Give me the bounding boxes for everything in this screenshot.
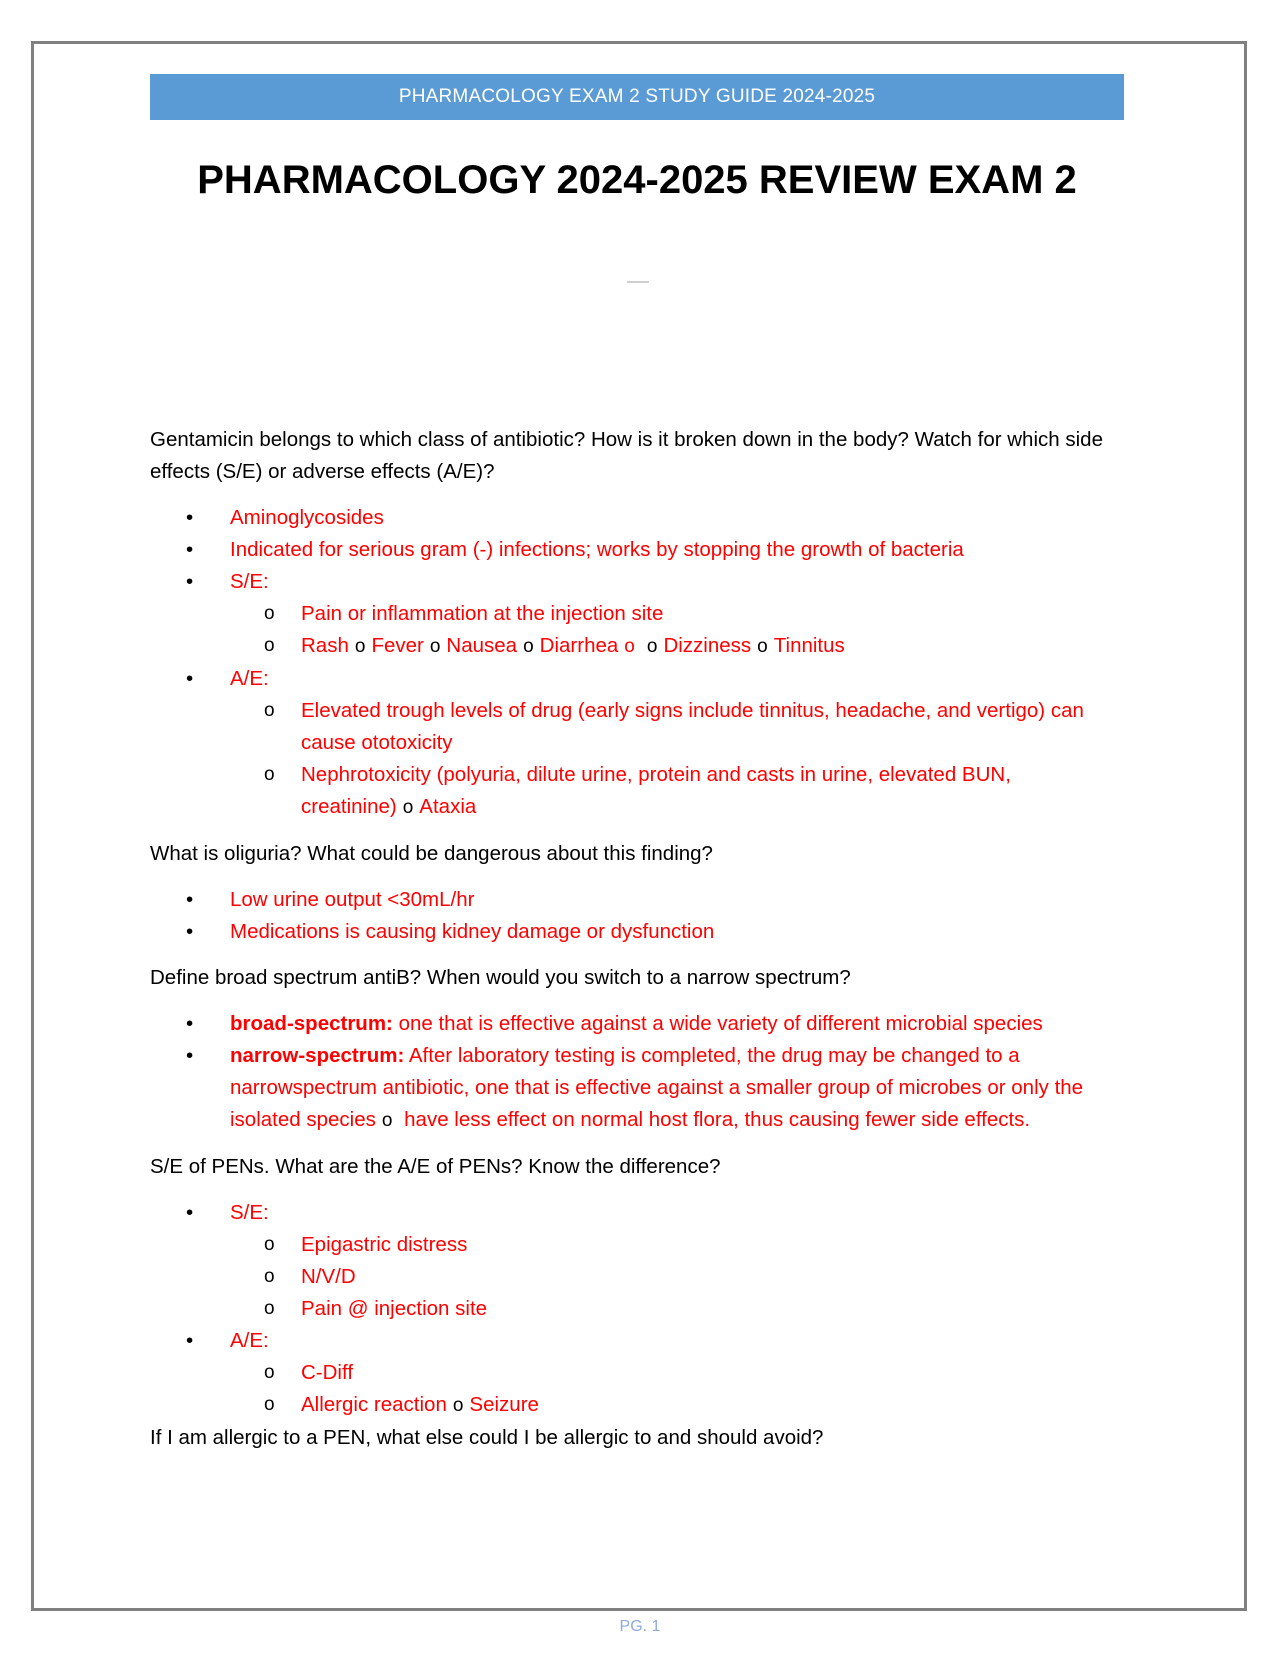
- answer-list-pens: [150, 1197, 1130, 1422]
- sub-bullet-icon: o: [624, 636, 635, 657]
- sub-bullet-icon: o: [264, 1298, 275, 1319]
- answer-list-oliguria: [150, 884, 1130, 948]
- list-item: • A/E: o Elevated trough levels of drug (early signs include tinnitus, headache, and vertigo) can cause ototoxicity o Nephrotoxicity (polyuria, dilute urine, protein and casts in urine, elevated BUN, creatinine) o Ataxia: [150, 663, 1130, 824]
- sub-bullet-icon: o: [264, 1266, 275, 1287]
- sub-bullet-icon: o: [402, 797, 414, 818]
- sub-bullet-icon: o: [452, 1395, 464, 1416]
- bullet-icon: •: [186, 570, 194, 593]
- sublist-se: [230, 598, 1130, 663]
- bullet-icon: •: [186, 667, 194, 690]
- header-band-text: PHARMACOLOGY EXAM 2 STUDY GUIDE 2024-2025: [398, 86, 876, 107]
- sublist-item: o Allergic reaction o Seizure: [150, 1389, 1130, 1422]
- sublist-item: o C-Diff: [150, 1357, 1130, 1389]
- sublist-item: o Pain or inflammation at the injection site: [150, 598, 1130, 630]
- sub-bullet-icon: o: [646, 636, 658, 657]
- tiny-mark: [627, 281, 649, 283]
- answer-list-spectrum: [150, 1008, 1130, 1137]
- question-gentamicin: Gentamicin belongs to which class of antibiotic? How is it broken down in the body? Watch for which side effects (S/E) or adverse effects (A/E)?: [150, 428, 1103, 483]
- list-item: • narrow-spectrum: After laboratory testing is completed, the drug may be changed to a narrowspectrum antibiotic, one that is effective against a smaller group of microbes or only the isolated species o have less effect on normal host flora, thus causing fewer side effects.: [150, 1040, 1130, 1137]
- sublist-pens-ae: [230, 1357, 1130, 1422]
- sublist-pens-se: [230, 1229, 1130, 1325]
- sublist-item: o Epigastric distress: [150, 1229, 1130, 1261]
- sublist-item: o Rash o Fever o Nausea o Diarrhea o o Dizziness o Tinnitus: [150, 630, 1130, 663]
- bullet-icon: •: [186, 1012, 194, 1035]
- sub-bullet-icon: o: [264, 635, 275, 656]
- sub-bullet-icon: o: [264, 1362, 275, 1383]
- list-item: • Indicated for serious gram (-) infections; works by stopping the growth of bacteria: [150, 534, 1130, 566]
- sub-bullet-icon: o: [264, 1234, 275, 1255]
- sub-bullet-icon: o: [264, 603, 275, 624]
- sub-bullet-icon: o: [264, 700, 275, 721]
- sublist-item: o Pain @ injection site: [150, 1293, 1130, 1325]
- sublist-ae: [230, 695, 1130, 824]
- bullet-icon: •: [186, 1201, 194, 1224]
- list-item: • Aminoglycosides: [150, 502, 1130, 534]
- sublist-item: o Nephrotoxicity (polyuria, dilute urine, protein and casts in urine, elevated BUN, creatinine) o Ataxia: [150, 759, 1130, 824]
- sub-bullet-icon: o: [757, 636, 768, 657]
- question-pens: S/E of PENs. What are the A/E of PENs? Know the difference?: [150, 1155, 721, 1178]
- question-spectrum: Define broad spectrum antiB? When would you switch to a narrow spectrum?: [150, 966, 851, 989]
- document-body: [150, 424, 1130, 1454]
- bullet-icon: •: [186, 506, 194, 529]
- sub-bullet-icon: o: [354, 636, 366, 657]
- question-oliguria: What is oliguria? What could be dangerous about this finding?: [150, 842, 713, 865]
- bullet-icon: •: [186, 888, 194, 911]
- term-narrow-spectrum: narrow-spectrum:: [230, 1044, 405, 1067]
- list-item: • S/E: o Pain or inflammation at the injection site o Rash o Fever o Nausea o Diarrhea o o Dizziness o Tinnitus: [150, 566, 1130, 663]
- sub-bullet-icon: o: [264, 1394, 275, 1415]
- list-item: • A/E: o C-Diff o Allergic reaction o Seizure: [150, 1325, 1130, 1422]
- list-item: • broad-spectrum: one that is effective against a wide variety of different microbial species: [150, 1008, 1130, 1040]
- list-item: • S/E: o Epigastric distress o N/V/D o Pain @ injection site: [150, 1197, 1130, 1325]
- page-title: PHARMACOLOGY 2024-2025 REVIEW EXAM 2: [197, 158, 1077, 202]
- bullet-icon: •: [186, 1044, 194, 1067]
- answer-list-gentamicin: [150, 502, 1130, 824]
- question-allergy: If I am allergic to a PEN, what else could I be allergic to and should avoid?: [150, 1426, 824, 1449]
- sub-bullet-icon: o: [264, 764, 275, 785]
- sub-bullet-icon: o: [381, 1110, 393, 1131]
- header-band: [150, 74, 1124, 120]
- term-broad-spectrum: broad-spectrum:: [230, 1012, 393, 1035]
- bullet-icon: •: [186, 1329, 194, 1352]
- list-item: • Low urine output <30mL/hr: [150, 884, 1130, 916]
- sublist-item: o Elevated trough levels of drug (early signs include tinnitus, headache, and vertigo) can cause ototoxicity: [150, 695, 1130, 759]
- sub-bullet-icon: o: [523, 636, 534, 657]
- sublist-item: o N/V/D: [150, 1261, 1130, 1293]
- bullet-icon: •: [186, 920, 194, 943]
- bullet-icon: •: [186, 538, 194, 561]
- list-item: • Medications is causing kidney damage or dysfunction: [150, 916, 1130, 948]
- sub-bullet-icon: o: [429, 636, 441, 657]
- page-number: PG. 1: [619, 1618, 661, 1635]
